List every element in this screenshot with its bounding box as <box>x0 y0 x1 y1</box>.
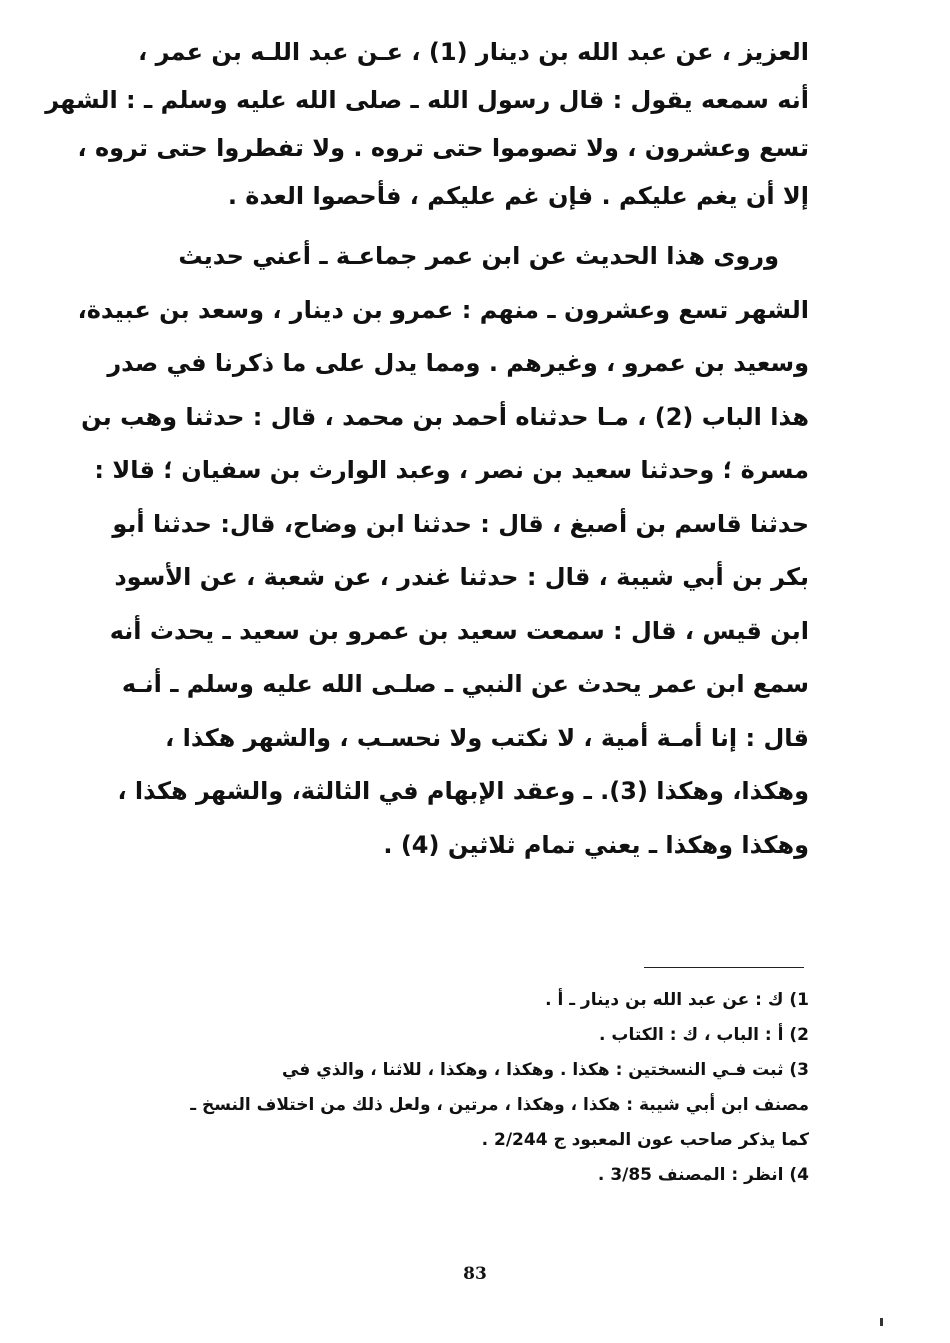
footnote-4 <box>169 1158 809 1193</box>
footnote-2 <box>169 1018 809 1053</box>
text-line: الشهر تسع وعشرون ـ منهم : عمرو بن دينار ، وسعد بن عبيدة، <box>77 295 809 324</box>
footnote-divider <box>644 967 804 968</box>
paragraph-1 <box>45 28 809 220</box>
footnote-line: 3) ثبت فـي النسختين : هكذا . وهكذا ، وهكذا ، للاثنا ، والذي في <box>281 1060 809 1080</box>
footnote-line: 2) أ : الباب ، ك : الكتاب . <box>599 1025 809 1045</box>
text-line: تسع وعشرون ، ولا تصوموا حتى تروه . ولا تفطروا حتى تروه ، <box>77 134 809 162</box>
text-line: وهكذا وهكذا ـ يعني تمام ثلاثين (4) . <box>383 830 809 859</box>
text-line: هذا الباب (2) ، مـا حدثناه أحمد بن محمد ، قال : حدثنا وهب بن <box>81 402 809 431</box>
text-line: وروى هذا الحديث عن ابن عمر جماعـة ـ أعني حديث <box>178 242 779 270</box>
paragraph-2 <box>77 230 809 872</box>
scan-mark <box>880 1318 883 1326</box>
footnote-line: 4) انظر : المصنف 3/85 . <box>597 1165 809 1185</box>
text-line: ابن قيس ، قال : سمعت سعيد بن عمرو بن سعيد ـ يحدث أنه <box>109 616 809 645</box>
text-line: قال : إنا أمـة أمية ، لا نكتب ولا نحسـب ، والشهر هكذا ، <box>165 723 809 752</box>
text-line: أنه سمعه يقول : قال رسول الله ـ صلى الله عليه وسلم ـ : الشهر <box>45 86 809 114</box>
text-line: حدثنا قاسم بن أصبغ ، قال : حدثنا ابن وضاح، قال: حدثنا أبو <box>112 509 809 538</box>
footnote-1 <box>169 983 809 1018</box>
text-line: وهكذا، وهكذا (3). ـ وعقد الإبهام في الثالثة، والشهر هكذا ، <box>117 777 809 805</box>
text-line: العزيز ، عن عبد الله بن دينار (1) ، عـن عبد اللـه بن عمر ، <box>138 38 809 66</box>
text-line: وسعيد بن عمرو ، وغيرهم . ومما يدل على ما ذكرنا في صدر <box>107 349 809 377</box>
text-line: بكر بن أبي شيبة ، قال : حدثنا غندر ، عن شعبة ، عن الأسود <box>114 563 809 591</box>
text-line: مسرة ؛ وحدثنا سعيد بن نصر ، وعبد الوارث بن سفيان ؛ قالا : <box>94 456 809 484</box>
footnote-line: 1) ك : عن عبد الله بن دينار ـ أ . <box>545 990 809 1010</box>
text-line: سمع ابن عمر يحدث عن النبي ـ صلـى الله عليه وسلم ـ أنـه <box>121 670 809 698</box>
footnote-line: مصنف ابن أبي شيبة : هكذا ، وهكذا ، مرتين ، ولعل ذلك من اختلاف النسخ ـ <box>190 1095 809 1115</box>
footnote-line: كما يذكر صاحب عون المعبود ج 2/244 . <box>481 1130 809 1150</box>
page-number: 83 <box>463 1264 487 1284</box>
text-line: إلا أن يغم عليكم . فإن غم عليكم ، فأحصوا العدة . <box>227 182 809 210</box>
footnote-3 <box>169 1053 809 1158</box>
footnotes <box>169 983 809 1193</box>
